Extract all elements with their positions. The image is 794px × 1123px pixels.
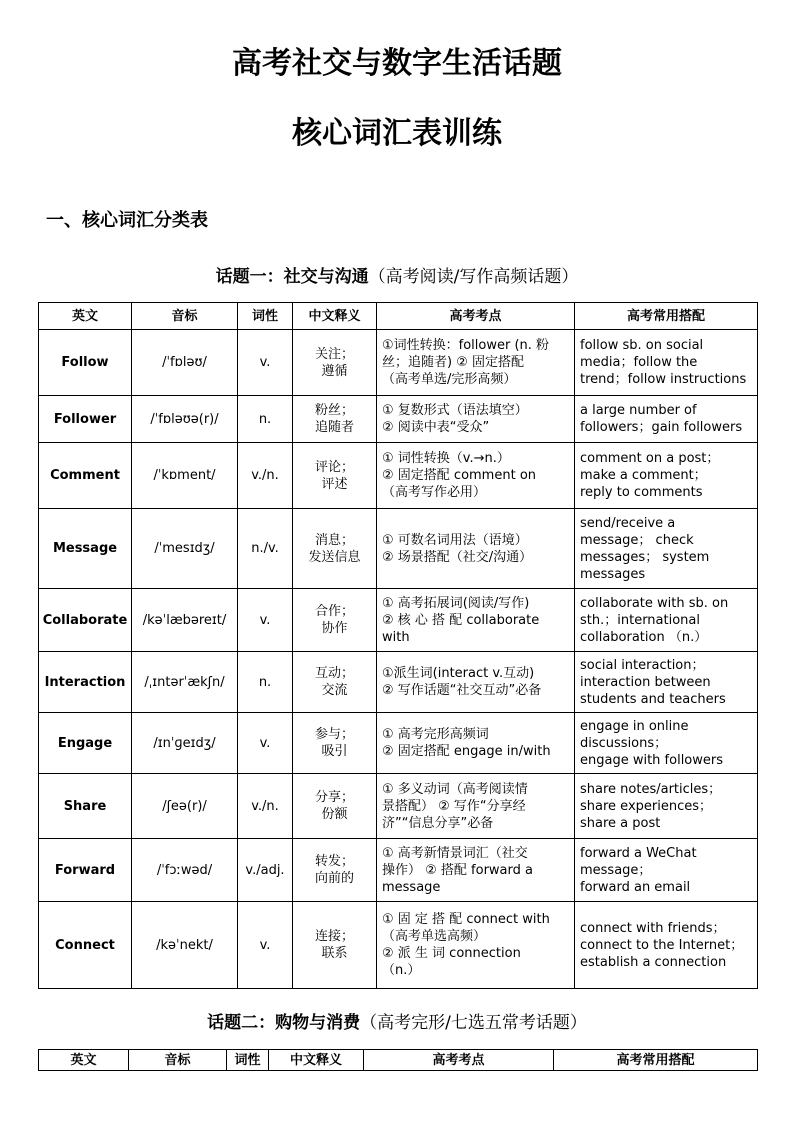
cell-exam-points-line: ② 阅读中表“受众”: [382, 420, 490, 435]
cell-pos: v.: [238, 902, 293, 989]
cell-pos: v.: [238, 330, 293, 396]
cell-exam-points-line: （高考单选高频）: [382, 929, 487, 944]
section-heading: 一、核心词汇分类表: [46, 210, 208, 231]
cell-meaning: [293, 589, 377, 652]
cell-exam-points-line: （n.）: [382, 963, 421, 978]
cell-pos: v.: [238, 589, 293, 652]
cell-phonetic: /ˈkɒment/: [132, 443, 238, 509]
cell-meaning: [293, 509, 377, 589]
table-row: [39, 902, 758, 989]
cell-meaning-line: 协作: [321, 621, 348, 636]
cell-exam-points-line: 操作） ② 搭配 forward a: [382, 862, 533, 878]
cell-collocations-line: forward an email: [580, 879, 691, 895]
cell-meaning-line: 联系: [321, 946, 348, 961]
header-pos: 词性: [238, 303, 293, 330]
cell-meaning-line: 参与；: [314, 727, 354, 742]
cell-collocations-line: send/receive a: [580, 515, 676, 531]
cell-meaning-line: 评论；: [314, 459, 354, 475]
cell-meaning-line: 关注；: [314, 346, 354, 362]
cell-meaning-line: 评述: [321, 476, 348, 492]
topic-1-note: （高考阅读/写作高频话题）: [368, 267, 579, 287]
cell-collocations-line: collaborate with sb. on: [580, 595, 729, 611]
cell-phonetic: /ˈfɔːwəd/: [132, 839, 238, 902]
cell-exam-points-line: ① 复数形式（语法填空）: [382, 403, 528, 418]
cell-exam-points-line: ② 核 心 搭 配 collaborate: [382, 612, 540, 628]
header-pos: 词性: [227, 1050, 269, 1071]
cell-exam-points-line: 景搭配） ② 写作“分享经: [382, 798, 526, 814]
cell-collocations: [575, 330, 758, 396]
cell-word: Collaborate: [39, 589, 132, 652]
cell-word: Share: [39, 774, 132, 839]
vocabulary-table-shopping: [38, 1049, 758, 1071]
cell-word: Comment: [39, 443, 132, 509]
header-exam-points: 高考考点: [364, 1050, 554, 1071]
cell-collocations-line: forward a WeChat: [580, 845, 697, 861]
cell-exam-points-line: ② 场景搭配（社交/沟通）: [382, 549, 533, 565]
table-row: [39, 713, 758, 774]
cell-phonetic: /ɪnˈɡeɪdʒ/: [132, 713, 238, 774]
table-row: [39, 589, 758, 652]
header-exam-points: 高考考点: [377, 303, 575, 330]
cell-exam-points-line: message: [382, 879, 441, 895]
cell-collocations: [575, 902, 758, 989]
cell-phonetic: /ˌɪntərˈækʃn/: [132, 652, 238, 713]
cell-exam-points: [377, 509, 575, 589]
page-title: 高考社交与数字生活话题: [232, 46, 562, 81]
cell-collocations: [575, 443, 758, 509]
cell-meaning-line: 粉丝；: [314, 403, 354, 418]
cell-collocations-line: comment on a post；: [580, 451, 720, 466]
table-header-row: [39, 1050, 758, 1071]
cell-meaning-line: 转发；: [314, 854, 354, 869]
header-english: 英文: [39, 303, 132, 330]
cell-exam-points-line: ② 固定搭配 engage in/with: [382, 744, 551, 759]
table-row: [39, 839, 758, 902]
cell-meaning-line: 遵循: [321, 363, 348, 379]
cell-phonetic: /ˈfɒləʊə(r)/: [132, 396, 238, 443]
cell-collocations-line: message；: [580, 862, 652, 878]
cell-meaning: [293, 902, 377, 989]
cell-collocations-line: followers；gain followers: [580, 420, 743, 435]
cell-exam-points-line: （高考单选/完形高频）: [382, 372, 517, 387]
cell-phonetic: /ˈmesɪdʒ/: [132, 509, 238, 589]
cell-collocations: [575, 396, 758, 443]
cell-exam-points-line: ① 可数名词用法（语境）: [382, 532, 528, 548]
cell-meaning: [293, 396, 377, 443]
table-row: [39, 330, 758, 396]
topic-2-title: 话题二：购物与消费: [207, 1013, 361, 1033]
cell-meaning-line: 交流: [321, 683, 348, 698]
table-row: [39, 774, 758, 839]
header-collocations: 高考常用搭配: [575, 303, 758, 330]
table-row: [39, 443, 758, 509]
cell-collocations-line: follow sb. on social: [580, 338, 704, 353]
cell-collocations: [575, 509, 758, 589]
cell-exam-points-line: ① 固 定 搭 配 connect with: [382, 912, 550, 927]
cell-collocations-line: engage with followers: [580, 752, 724, 768]
cell-meaning: [293, 330, 377, 396]
cell-exam-points: [377, 713, 575, 774]
topic-heading-2: [0, 1008, 794, 1033]
cell-exam-points: [377, 902, 575, 989]
cell-collocations: [575, 713, 758, 774]
cell-exam-points-line: （高考写作必用）: [382, 485, 487, 500]
cell-pos: v./adj.: [238, 839, 293, 902]
cell-exam-points: [377, 652, 575, 713]
table-row: [39, 652, 758, 713]
cell-word: Interaction: [39, 652, 132, 713]
cell-collocations-line: share a post: [580, 815, 661, 831]
cell-collocations-line: message； check: [580, 532, 694, 548]
cell-exam-points-line: ② 派 生 词 connection: [382, 946, 521, 961]
cell-collocations-line: connect to the Internet；: [580, 937, 744, 953]
cell-collocations-line: share notes/articles；: [580, 781, 722, 797]
cell-meaning-line: 互动；: [314, 666, 354, 681]
cell-collocations-line: discussions；: [580, 735, 668, 751]
cell-meaning-line: 消息；: [314, 532, 354, 548]
header-meaning: 中文释义: [293, 303, 377, 330]
cell-meaning-line: 追随者: [314, 420, 354, 435]
cell-exam-points-line: with: [382, 629, 410, 645]
cell-collocations-line: establish a connection: [580, 954, 727, 970]
cell-collocations-line: make a comment；: [580, 468, 707, 483]
cell-phonetic: /ʃeə(r)/: [132, 774, 238, 839]
cell-phonetic: /ˈfɒləʊ/: [132, 330, 238, 396]
cell-collocations-line: social interaction；: [580, 657, 705, 673]
cell-meaning: [293, 713, 377, 774]
cell-pos: v./n.: [238, 774, 293, 839]
cell-meaning: [293, 443, 377, 509]
cell-exam-points: [377, 839, 575, 902]
topic-1-title: 话题一：社交与沟通: [215, 267, 369, 287]
cell-collocations-line: engage in online: [580, 718, 689, 734]
cell-collocations: [575, 839, 758, 902]
header-phonetic: 音标: [132, 303, 238, 330]
cell-phonetic: /kəˈlæbəreɪt/: [132, 589, 238, 652]
cell-exam-points-line: 济”“信息分享”必备: [382, 815, 494, 831]
cell-meaning-line: 向前的: [314, 871, 354, 886]
cell-exam-points: [377, 443, 575, 509]
cell-exam-points-line: ① 高考完形高频词: [382, 727, 489, 742]
cell-meaning-line: 发送信息: [308, 549, 361, 565]
header-phonetic: 音标: [129, 1050, 227, 1071]
cell-collocations: [575, 589, 758, 652]
cell-meaning: [293, 839, 377, 902]
cell-collocations-line: reply to comments: [580, 485, 703, 500]
cell-exam-points-line: ① 高考拓展词(阅读/写作): [382, 595, 530, 611]
cell-word: Connect: [39, 902, 132, 989]
cell-exam-points-line: ① 多义动词（高考阅读情: [382, 781, 528, 797]
cell-exam-points: [377, 330, 575, 396]
cell-meaning-line: 合作；: [314, 604, 354, 619]
cell-exam-points-line: ② 写作话题“社交互动”必备: [382, 683, 542, 698]
cell-exam-points-line: ①派生词(interact v.互动): [382, 666, 535, 681]
cell-collocations-line: sth.；international: [580, 612, 700, 628]
cell-collocations: [575, 652, 758, 713]
cell-word: Engage: [39, 713, 132, 774]
cell-collocations-line: messages: [580, 566, 646, 582]
cell-meaning: [293, 774, 377, 839]
topic-2-note: （高考完形/七选五常考话题）: [360, 1013, 587, 1033]
cell-exam-points: [377, 774, 575, 839]
cell-collocations-line: interaction between: [580, 674, 711, 690]
topic-heading-1: [0, 262, 794, 287]
cell-collocations-line: media；follow the: [580, 355, 698, 370]
cell-phonetic: /kəˈnekt/: [132, 902, 238, 989]
header-meaning: 中文释义: [269, 1050, 364, 1071]
cell-collocations-line: messages； system: [580, 549, 710, 565]
cell-collocations-line: share experiences；: [580, 798, 712, 814]
cell-word: Forward: [39, 839, 132, 902]
cell-meaning: [293, 652, 377, 713]
page-subtitle: 核心词汇表训练: [292, 116, 502, 151]
cell-exam-points-line: ①词性转换：follower (n. 粉: [382, 338, 550, 353]
cell-exam-points-line: 丝；追随者) ② 固定搭配: [382, 355, 524, 370]
cell-pos: n.: [238, 652, 293, 713]
cell-meaning-line: 分享；: [314, 790, 354, 805]
cell-collocations-line: students and teachers: [580, 691, 726, 707]
cell-collocations-line: trend；follow instructions: [580, 372, 747, 387]
cell-collocations: [575, 774, 758, 839]
cell-word: Follow: [39, 330, 132, 396]
cell-pos: n./v.: [238, 509, 293, 589]
header-collocations: 高考常用搭配: [554, 1050, 758, 1071]
cell-collocations-line: collaboration （n.）: [580, 629, 708, 645]
cell-word: Message: [39, 509, 132, 589]
cell-exam-points: [377, 396, 575, 443]
table-header-row: [39, 303, 758, 330]
table-row: [39, 396, 758, 443]
cell-exam-points-line: ① 词性转换（v.→n.）: [382, 451, 510, 466]
cell-word: Follower: [39, 396, 132, 443]
cell-pos: v.: [238, 713, 293, 774]
cell-collocations-line: connect with friends；: [580, 920, 726, 936]
header-english: 英文: [39, 1050, 129, 1071]
vocabulary-table-social: [38, 302, 758, 989]
cell-pos: v./n.: [238, 443, 293, 509]
cell-exam-points-line: ① 高考新情景词汇（社交: [382, 845, 528, 861]
cell-exam-points-line: ② 固定搭配 comment on: [382, 468, 537, 483]
cell-pos: n.: [238, 396, 293, 443]
cell-meaning-line: 连接；: [314, 929, 354, 944]
cell-meaning-line: 份额: [321, 807, 348, 822]
cell-collocations-line: a large number of: [580, 403, 697, 418]
table-row: [39, 509, 758, 589]
cell-meaning-line: 吸引: [321, 744, 348, 759]
cell-exam-points: [377, 589, 575, 652]
